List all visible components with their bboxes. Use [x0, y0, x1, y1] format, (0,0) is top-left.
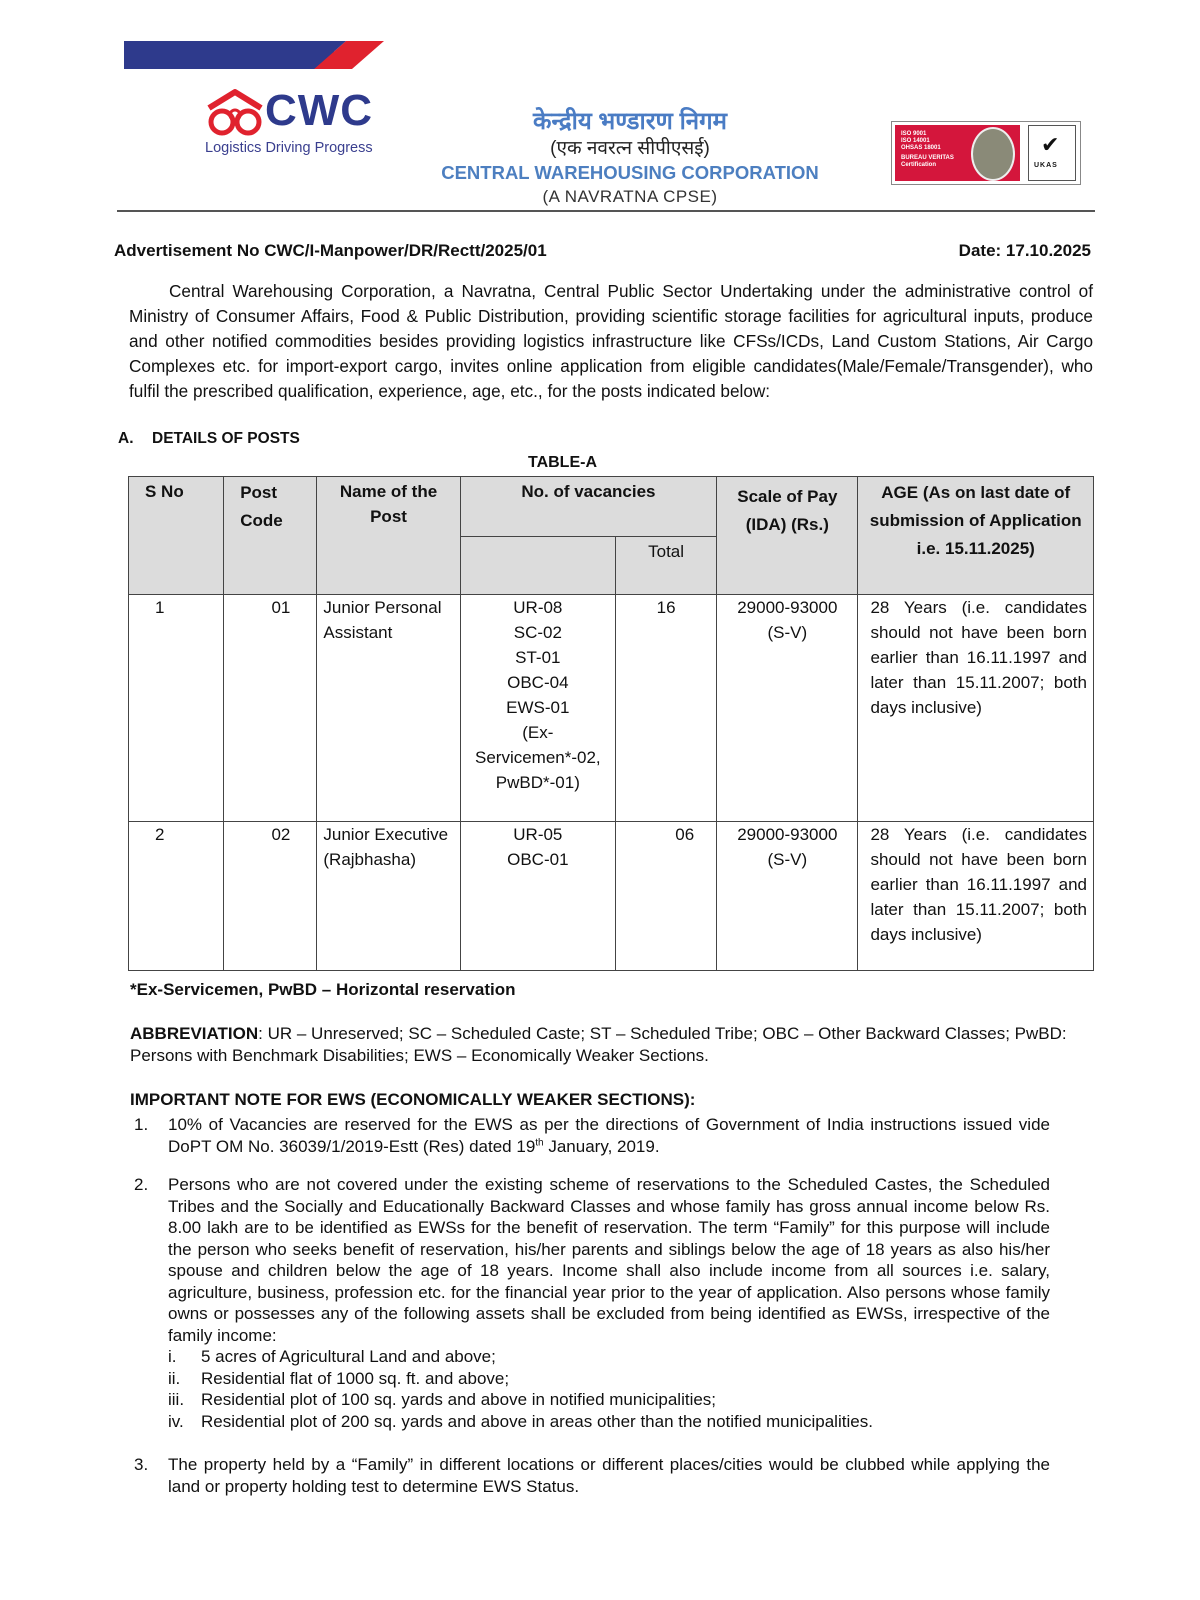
warehouse-logo-icon	[205, 88, 265, 138]
certification-badge	[891, 121, 1081, 185]
ukas-mark: ✔ UKAS	[1028, 125, 1076, 181]
certification-text: ISO 9001 ISO 14001 OHSAS 18001 BUREAU VERITAS Certification	[901, 131, 954, 168]
section-heading-details-of-posts: A. DETAILS OF POSTS	[118, 430, 300, 447]
intro-paragraph: Central Warehousing Corporation, a Navratna, Central Public Sector Undertaking under the administrative control of Ministry of Consumer Affairs, Food & Public Distribution, providing scientific storage facilities for agricultural inputs, produce and other notified commodities besides providing logistics infrastructure like CFSs/ICDs, Land Custom Stations, Air Cargo Complexes etc. for import-export cargo, invites online application from eligible candidates(Male/Female/Transgender), who fulfil the prescribed qualification, experience, age, etc., for the posts indicated below:	[129, 281, 1093, 401]
asset-subitem: ii. Residential flat of 1000 sq. ft. and above;	[168, 1368, 510, 1388]
hindi-subtitle: (एक नवरत्न सीपीएसई)	[550, 138, 710, 159]
table-caption: TABLE-A	[527, 454, 598, 471]
header-pay: Scale of Pay (IDA) (Rs.)	[717, 477, 858, 595]
english-subtitle: (A NAVRATNA CPSE)	[542, 187, 718, 206]
logo-text: CWC	[265, 86, 374, 135]
cell-sno: 2	[129, 822, 224, 971]
advertisement-date: Date: 17.10.2025	[958, 241, 1091, 260]
header-vacancies: No. of vacancies	[460, 477, 717, 537]
header-post-name: Name of the Post	[317, 477, 460, 595]
bureau-veritas-panel	[895, 125, 1020, 181]
cell-pay: 29000-93000 (S-V)	[717, 595, 858, 822]
cell-age: 28 Years (i.e. candidates should not have been born earlier than 16.11.1997 and later than 15.11.2007; both days inclusive)	[858, 595, 1094, 822]
header-category-blank	[460, 537, 615, 595]
posts-table	[128, 476, 1094, 971]
ews-note-list	[130, 1114, 1050, 1514]
cell-post-code: 01	[224, 595, 317, 822]
bureau-veritas-seal-icon	[971, 127, 1015, 181]
crown-check-icon: ✔	[1041, 132, 1060, 157]
cell-sno: 1	[129, 595, 224, 822]
table-row	[129, 595, 1094, 822]
ews-note-item: 2. Persons who are not covered under the existing scheme of reservations to the Scheduled Castes, the Scheduled Tribes and the Socially and Educationally Backward Classes and whose family has gross annual income below Rs. 8.00 lakh are to be identified as EWSs for the benefit of reservation. The term “Family” for this purpose will include the person who seeks benefit of reservation, his/her parents and siblings below the age of 18 years as also his/her spouse and children below the age of 18 years. Income shall also include income from all sources i.e. salary, agriculture, business, profession etc. for the financial year prior to the year of application. Also persons whose family owns or possesses any of the following assets shall be excluded from being identified as EWSs, irrespective of the family income: i. 5 acres of Agricultural Land and above; ii. Residential flat of 1000 sq. ft. and above; iii. Residential plot of 100 sq. yards and above in notified municipalities; iv. Residential plot of 200 sq. yards and above in areas other than the notified municipalities.	[134, 1175, 1050, 1431]
english-title: CENTRAL WAREHOUSING CORPORATION	[441, 162, 819, 183]
header-stripe	[124, 41, 384, 69]
ews-note-title: IMPORTANT NOTE FOR EWS (ECONOMICALLY WEAKER SECTIONS):	[130, 1090, 696, 1109]
asset-subitem: iii. Residential plot of 100 sq. yards and above in notified municipalities;	[168, 1390, 717, 1409]
header-total: Total	[615, 537, 716, 595]
cell-age: 28 Years (i.e. candidates should not have been born earlier than 16.11.1997 and later than 15.11.2007; both days inclusive)	[858, 822, 1094, 971]
cell-total: 06	[615, 822, 716, 971]
abbreviation-block	[130, 1023, 1094, 1067]
cell-categories: UR-08 SC-02 ST-01 OBC-04 EWS-01 (Ex- Servicemen*-02, PwBD*-01)	[460, 595, 615, 822]
asset-subitem: iv. Residential plot of 200 sq. yards and above in areas other than the notified municipalities.	[168, 1411, 873, 1431]
cell-post-code: 02	[224, 822, 317, 971]
ews-note-item: 1. 10% of Vacancies are reserved for the EWS as per the directions of Government of India instructions issued vide DoPT OM No. 36039/1/2019-Estt (Res) dated 19th January, 2019.	[134, 1115, 1050, 1156]
cell-pay: 29000-93000 (S-V)	[717, 822, 858, 971]
cell-post-name: Junior Executive (Rajbhasha)	[317, 822, 460, 971]
advertisement-number: Advertisement No CWC/I-Manpower/DR/Rectt/2025/01	[114, 241, 547, 260]
table-row	[129, 822, 1094, 971]
abbreviation-text: : UR – Unreserved; SC – Scheduled Caste; ST – Scheduled Tribe; OBC – Other Backward Classes; PwBD: Persons with Benchmark Disabilities; EWS – Economically Weaker Sections.	[130, 1024, 1067, 1065]
header-age: AGE (As on last date of submission of Application i.e. 15.11.2025)	[858, 477, 1094, 595]
cell-post-name: Junior Personal Assistant	[317, 595, 460, 822]
header-post-code: Post Code	[224, 477, 317, 595]
header-sno: S No	[129, 477, 224, 595]
header-divider	[117, 210, 1095, 212]
hindi-title: केन्द्रीय भण्डारण निगम	[533, 108, 727, 135]
logo-tagline: Logistics Driving Progress	[205, 140, 373, 156]
asset-subitem: i. 5 acres of Agricultural Land and above;	[168, 1347, 496, 1366]
table-footnote: *Ex-Servicemen, PwBD – Horizontal reservation	[130, 980, 516, 999]
cell-total: 16	[615, 595, 716, 822]
abbreviation-label: ABBREVIATION	[130, 1024, 259, 1043]
cell-categories: UR-05 OBC-01	[460, 822, 615, 971]
ews-note-item: 3. The property held by a “Family” in different locations or different places/cities would be clubbed while applying the land or property holding test to determine EWS Status.	[134, 1455, 1050, 1496]
cwc-logo	[205, 88, 385, 160]
